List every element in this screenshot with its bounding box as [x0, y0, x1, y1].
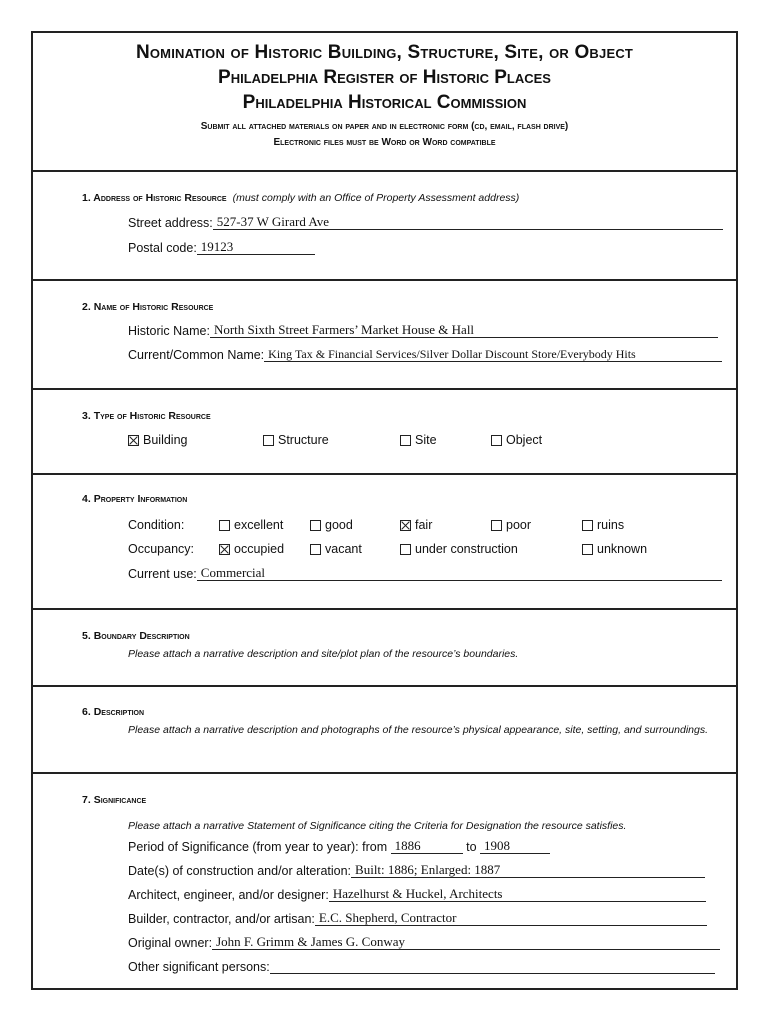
- checkbox-poor[interactable]: poor: [491, 518, 531, 532]
- section-3-title: 3. Type of Historic Resource: [82, 410, 211, 422]
- architect-row: [128, 887, 706, 902]
- checkbox-empty-icon: [491, 435, 502, 446]
- section-5-note: Please attach a narrative description and site/plot plan of the resource’s boundaries.: [128, 648, 519, 660]
- submission-instructions: Submit all attached materials on paper and in electronic form (cd, email, flash drive): [200, 121, 569, 132]
- divider: [33, 170, 736, 172]
- checkbox-checked-icon: [128, 435, 139, 446]
- divider: [33, 279, 736, 281]
- checkbox-fair[interactable]: fair: [400, 518, 432, 532]
- current-use-row: [128, 566, 722, 581]
- current-use-label: Current use:: [128, 567, 197, 581]
- form-title: Nomination of Historic Building, Structure, Site, or Object: [135, 42, 634, 63]
- builder-row: [128, 911, 707, 926]
- checkbox-empty-icon: [310, 544, 321, 555]
- file-format-note: Electronic files must be Word or Word compatible: [273, 137, 496, 148]
- condition-label: Condition:: [128, 518, 185, 532]
- original-owner-field[interactable]: John F. Grimm & James G. Conway: [212, 935, 720, 950]
- divider: [33, 772, 736, 774]
- checkbox-empty-icon: [263, 435, 274, 446]
- checkbox-vacant[interactable]: vacant: [310, 542, 362, 556]
- checkbox-empty-icon: [582, 520, 593, 531]
- period-row: [128, 839, 550, 854]
- section-1-title: 1. Address of Historic Resource (must comply with an Office of Property Assessment address): [82, 192, 520, 204]
- form-header: [33, 33, 736, 171]
- builder-label: Builder, contractor, and/or artisan:: [128, 912, 315, 926]
- checkbox-site[interactable]: Site: [400, 433, 437, 447]
- construction-dates-field[interactable]: Built: 1886; Enlarged: 1887: [351, 863, 705, 878]
- checkbox-empty-icon: [582, 544, 593, 555]
- historic-name-label: Historic Name:: [128, 324, 210, 338]
- historic-name-row: [128, 323, 718, 338]
- other-persons-field[interactable]: [270, 959, 715, 974]
- commission-title: Philadelphia Historical Commission: [242, 92, 527, 113]
- section-4-title: 4. Property Information: [82, 493, 188, 505]
- architect-field[interactable]: Hazelhurst & Huckel, Architects: [329, 887, 706, 902]
- postal-code-row: [128, 240, 315, 255]
- postal-code-label: Postal code:: [128, 241, 197, 255]
- divider: [33, 685, 736, 687]
- form-frame: [31, 31, 738, 990]
- period-to-label: to: [466, 840, 477, 854]
- checkbox-excellent[interactable]: excellent: [219, 518, 283, 532]
- checkbox-ruins[interactable]: ruins: [582, 518, 624, 532]
- architect-label: Architect, engineer, and/or designer:: [128, 888, 329, 902]
- period-to-field[interactable]: 1908: [480, 839, 550, 854]
- common-name-label: Current/Common Name:: [128, 348, 265, 362]
- postal-code-field[interactable]: 19123: [197, 240, 315, 255]
- section-6-note: Please attach a narrative description and photographs of the resource’s physical appearance, site, setting, and surroundings.: [128, 724, 708, 736]
- checkbox-good[interactable]: good: [310, 518, 353, 532]
- register-title: Philadelphia Register of Historic Places: [218, 67, 551, 88]
- section-1-note: (must comply with an Office of Property Assessment address): [232, 192, 520, 204]
- historic-name-field[interactable]: North Sixth Street Farmers’ Market House & Hall: [210, 323, 718, 338]
- checkbox-object[interactable]: Object: [491, 433, 542, 447]
- common-name-row: [128, 347, 722, 362]
- checkbox-empty-icon: [491, 520, 502, 531]
- original-owner-label: Original owner:: [128, 936, 213, 950]
- other-persons-label: Other significant persons:: [128, 960, 270, 974]
- section-6-title: 6. Description: [82, 706, 145, 718]
- divider: [33, 473, 736, 475]
- street-address-row: [128, 215, 723, 230]
- checkbox-checked-icon: [400, 520, 411, 531]
- period-from-field[interactable]: 1886: [391, 839, 463, 854]
- street-address-label: Street address:: [128, 216, 213, 230]
- period-label: Period of Significance (from year to year): from: [128, 840, 388, 854]
- section-5-title: 5. Boundary Description: [82, 630, 190, 642]
- occupancy-label: Occupancy:: [128, 542, 195, 556]
- other-persons-row: [128, 959, 715, 974]
- checkbox-building[interactable]: Building: [128, 433, 187, 447]
- builder-field[interactable]: E.C. Shepherd, Contractor: [315, 911, 707, 926]
- construction-dates-label: Date(s) of construction and/or alteration:: [128, 864, 352, 878]
- current-use-field[interactable]: Commercial: [197, 566, 722, 581]
- common-name-field[interactable]: King Tax & Financial Services/Silver Dollar Discount Store/Everybody Hits: [264, 347, 722, 362]
- checkbox-empty-icon: [400, 544, 411, 555]
- divider: [33, 608, 736, 610]
- original-owner-row: [128, 935, 720, 950]
- checkbox-occupied[interactable]: occupied: [219, 542, 284, 556]
- checkbox-under-construction[interactable]: under construction: [400, 542, 518, 556]
- section-2-title: 2. Name of Historic Resource: [82, 301, 214, 313]
- checkbox-checked-icon: [219, 544, 230, 555]
- construction-dates-row: [128, 863, 705, 878]
- checkbox-empty-icon: [219, 520, 230, 531]
- street-address-field[interactable]: 527-37 W Girard Ave: [213, 215, 723, 230]
- checkbox-structure[interactable]: Structure: [263, 433, 329, 447]
- checkbox-empty-icon: [400, 435, 411, 446]
- divider: [33, 388, 736, 390]
- checkbox-empty-icon: [310, 520, 321, 531]
- checkbox-unknown[interactable]: unknown: [582, 542, 647, 556]
- section-7-note: Please attach a narrative Statement of Significance citing the Criteria for Designation the resource satisfies.: [128, 820, 627, 832]
- section-7-title: 7. Significance: [82, 794, 147, 806]
